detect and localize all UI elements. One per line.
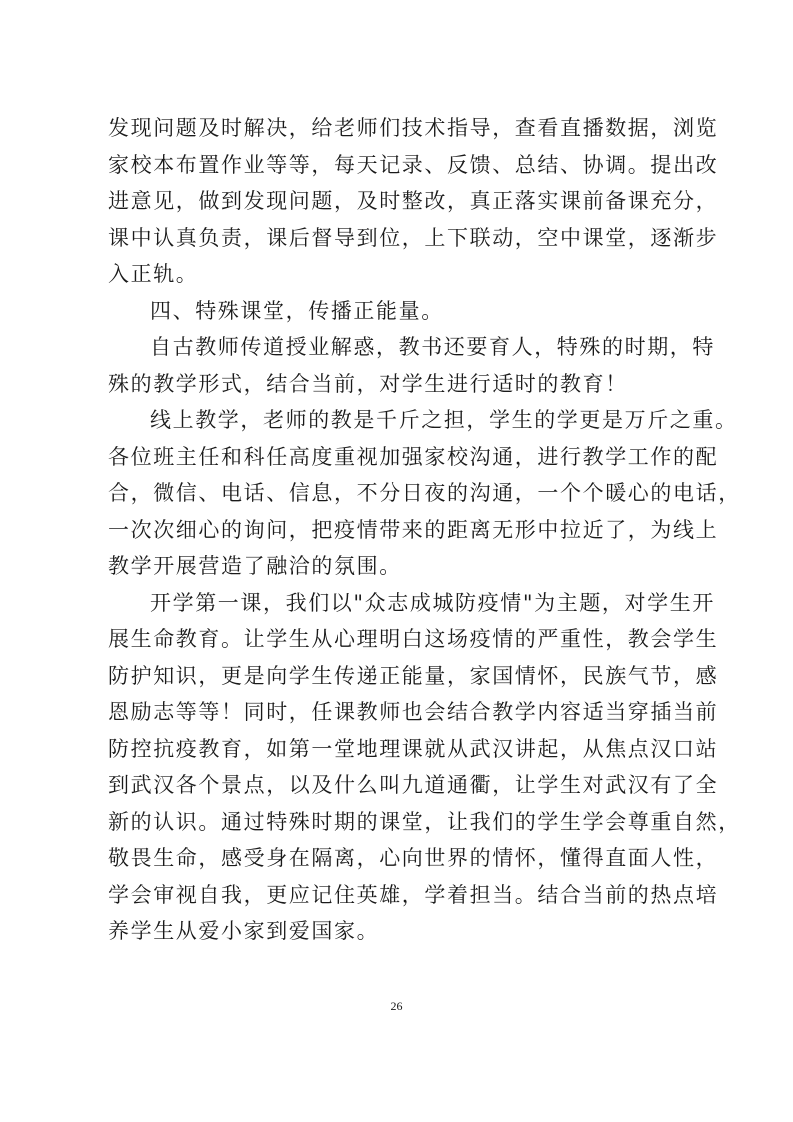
text-line: 自古教师传道授业解惑，教书还要育人，特殊的时期，特 <box>150 335 715 359</box>
section-heading: 四、特殊课堂，传播正能量。 <box>150 298 444 323</box>
page-number: 26 <box>390 999 403 1013</box>
text-line: 殊的教学形式，结合当前，对学生进行适时的教育！ <box>108 371 628 396</box>
text-line: 到武汉各个景点，以及什么叫九道通衢，让学生对武汉有了全 <box>108 773 719 797</box>
text-line: 一次次细心的询问，把疫情带来的距离无形中拉近了，为线上 <box>108 517 719 542</box>
text-line: 恩励志等等！同时，任课教师也会结合教学内容适当穿插当前 <box>108 700 719 724</box>
text-line: 展生命教育。让学生从心理明白这场疫情的严重性，教会学生 <box>108 627 719 651</box>
text-line: 线上教学，老师的教是千斤之担，学生的学更是万斤之重。 <box>150 408 738 432</box>
body-text <box>108 110 741 950</box>
text-line: 家校本布置作业等等，每天记录、反馈、总结、协调。提出改 <box>108 152 719 177</box>
text-line: 教学开展营造了融洽的氛围。 <box>108 554 402 578</box>
text-line: 敬畏生命，感受身在隔离，心向世界的情怀，懂得直面人性， <box>108 846 719 870</box>
text-line: 进意见，做到发现问题，及时整改，真正落实课前备课充分， <box>108 189 719 213</box>
text-line: 发现问题及时解决，给老师们技术指导，查看直播数据，浏览 <box>108 116 719 140</box>
text-line: 防护知识，更是向学生传递正能量，家国情怀，民族气节，感 <box>108 663 719 688</box>
text-line: 开学第一课，我们以"众志成城防疫情"为主题，对学生开 <box>150 590 715 615</box>
text-line: 课中认真负责，课后督导到位，上下联动，空中课堂，逐渐步 <box>108 225 719 250</box>
text-line: 学会审视自我，更应记住英雄，学着担当。结合当前的热点培 <box>108 882 719 907</box>
text-line: 入正轨。 <box>108 262 199 286</box>
text-line: 合，微信、电话、信息，不分日夜的沟通，一个个暖心的电话， <box>108 481 741 505</box>
text-line: 养学生从爱小家到爱国家。 <box>108 919 380 943</box>
text-line: 各位班主任和科任高度重视加强家校沟通，进行教学工作的配 <box>108 444 719 469</box>
text-line: 防控抗疫教育，如第一堂地理课就从武汉讲起，从焦点汉口站 <box>108 736 719 761</box>
text-line: 新的认识。通过特殊时期的课堂，让我们的学生学会尊重自然， <box>108 809 741 834</box>
